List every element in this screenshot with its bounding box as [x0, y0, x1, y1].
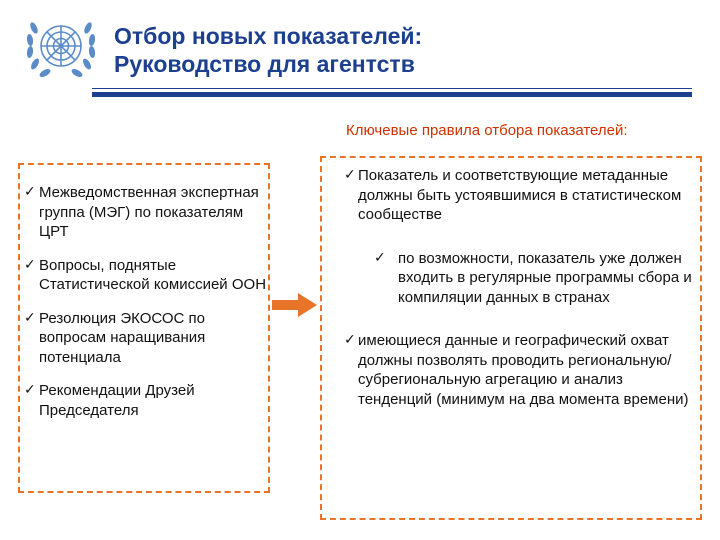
- check-icon: ✓: [24, 184, 36, 200]
- rules-list: [322, 166, 700, 409]
- list-item-text: Рекомендации Друзей Председателя: [39, 382, 195, 419]
- list-item-text: Вопросы, поднятые Статистической комиссией ООН: [39, 256, 267, 293]
- title-rule-thin: [92, 88, 692, 89]
- title-rule-thick: [92, 92, 692, 97]
- check-icon: ✓: [24, 382, 36, 398]
- list-item-text: имеющиеся данные и географический охват должны позволять проводить региональную/субрегиональную агрегацию и анализ тенденций (минимум на два момента времени): [358, 332, 689, 408]
- un-emblem-icon: [22, 14, 100, 82]
- check-icon: ✓: [344, 167, 356, 183]
- list-item: [20, 183, 272, 242]
- list-item: [322, 249, 700, 308]
- right-arrow-icon: [272, 292, 318, 318]
- check-icon: ✓: [344, 332, 356, 348]
- list-item-text: по возможности, показатель уже должен входить в регулярные программы сбора и компиляции данных в странах: [398, 249, 692, 306]
- check-icon: ✓: [374, 249, 386, 266]
- list-item-text: Показатель и соответствующие метаданные должны быть устоявшимися в статистическом сообществе: [358, 167, 682, 223]
- check-icon: ✓: [24, 309, 36, 326]
- rules-heading: Ключевые правила отбора показателей:: [346, 122, 628, 139]
- list-item-text: Межведомственная экспертная группа (МЭГ) по показателям ЦРТ: [39, 184, 259, 240]
- sources-list: [20, 183, 272, 434]
- page-title: [114, 22, 422, 78]
- title-line-1: Отбор новых показателей:: [114, 23, 423, 49]
- list-item: [20, 309, 272, 368]
- list-item-text: Резолюция ЭКОСОС по вопросам наращивания потенциала: [39, 309, 206, 366]
- title-line-2: Руководство для агентств: [114, 51, 415, 77]
- list-item: [20, 256, 272, 295]
- rules-box: [320, 156, 702, 520]
- list-item: [20, 381, 272, 420]
- list-item: [322, 331, 700, 409]
- list-item: [322, 166, 700, 225]
- sources-box: [18, 163, 270, 493]
- check-icon: ✓: [24, 256, 36, 273]
